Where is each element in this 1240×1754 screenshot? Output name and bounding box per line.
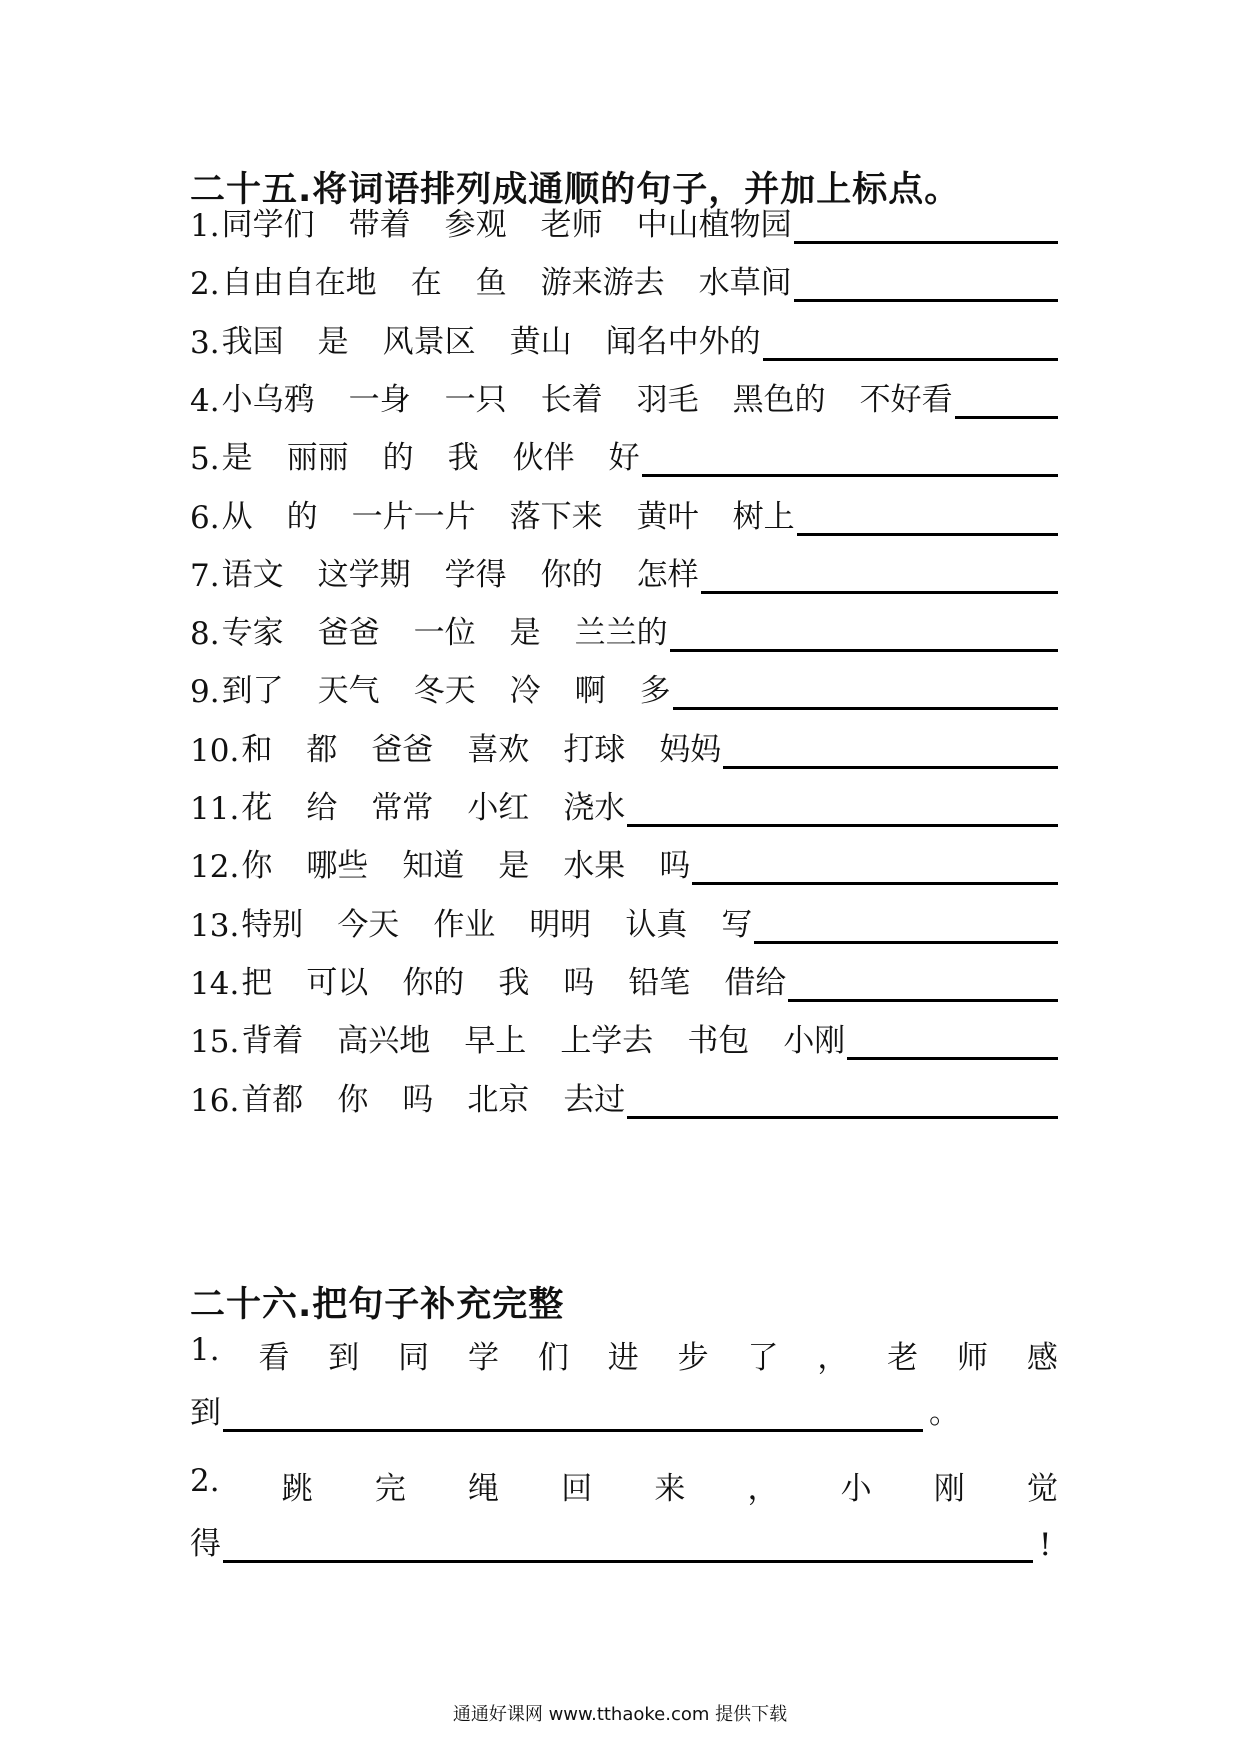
- word: 打球: [563, 731, 626, 768]
- sentence-char: 到: [190, 1395, 221, 1431]
- word: 北京: [467, 1081, 530, 1118]
- answer-blank[interactable]: [763, 320, 1058, 361]
- fill-sentence-line: [190, 1332, 1058, 1377]
- exercise-item: [190, 371, 1058, 419]
- word: 是: [221, 440, 253, 477]
- word: 老师: [540, 207, 603, 243]
- word: 一片一片: [351, 498, 476, 535]
- word: 哪些: [306, 848, 369, 885]
- sentence-char: 觉: [1026, 1471, 1058, 1507]
- word: 黄山: [509, 323, 572, 360]
- word: 常常: [371, 790, 434, 826]
- sentence-char: 看: [258, 1340, 290, 1376]
- answer-blank[interactable]: [754, 903, 1058, 944]
- item-number: 7.: [190, 557, 220, 594]
- word: 好: [608, 440, 640, 477]
- sentence-char: ，: [817, 1340, 849, 1376]
- word: 一位: [413, 615, 476, 652]
- word-group: [241, 899, 752, 944]
- word: 这学期: [317, 556, 411, 593]
- answer-blank[interactable]: [223, 1391, 923, 1432]
- sentence-char: 了: [747, 1340, 779, 1376]
- word: 小乌鸦: [221, 381, 315, 418]
- item-number: 9.: [190, 674, 220, 711]
- word: 花: [241, 790, 273, 826]
- word: 都: [306, 731, 338, 768]
- sentence-char: 学: [468, 1340, 500, 1376]
- answer-blank[interactable]: [794, 203, 1058, 244]
- sentence-char: 进: [607, 1340, 639, 1376]
- word: 书包: [687, 1023, 750, 1060]
- sentence-char: 老: [887, 1340, 919, 1376]
- sentence-char: 师: [957, 1340, 989, 1376]
- word-group: [222, 257, 792, 302]
- word: 今天: [337, 906, 400, 943]
- sentence-char: 同: [398, 1340, 430, 1376]
- item-number: 16.: [190, 1082, 240, 1119]
- exercise-item: [190, 254, 1058, 302]
- word: 吗: [659, 848, 691, 885]
- word: 知道: [402, 848, 465, 885]
- answer-blank[interactable]: [670, 611, 1058, 652]
- answer-blank[interactable]: [847, 1019, 1058, 1060]
- answer-blank[interactable]: [223, 1522, 1033, 1563]
- item-number: 5.: [190, 441, 220, 478]
- sentence-char: 2.: [190, 1463, 220, 1499]
- word: 明明: [529, 906, 592, 943]
- word: 你的: [540, 556, 603, 593]
- sentence-char: 得: [190, 1526, 221, 1562]
- exercise-item: [190, 546, 1058, 594]
- word: 丽丽: [286, 440, 349, 477]
- item-number: 14.: [190, 965, 240, 1002]
- word: 吗: [402, 1081, 434, 1118]
- exercise-item: [190, 954, 1058, 1002]
- word-group: [222, 607, 668, 652]
- sentence-char: 绳: [468, 1471, 500, 1507]
- answer-blank[interactable]: [955, 378, 1058, 419]
- word: 可以: [306, 964, 369, 1001]
- word: 我国: [221, 323, 284, 360]
- word: 树上: [732, 498, 795, 535]
- word: 自由自在地: [221, 265, 377, 302]
- sentence-char: 来: [654, 1471, 686, 1507]
- word: 喜欢: [467, 731, 530, 768]
- word: 风景区: [382, 323, 476, 360]
- word: 鱼: [475, 265, 507, 302]
- word: 天气: [317, 673, 380, 710]
- answer-blank[interactable]: [723, 728, 1058, 769]
- word: 早上: [464, 1023, 527, 1060]
- word: 冬天: [413, 673, 476, 710]
- exercise-item: [190, 196, 1058, 244]
- word: 作业: [433, 906, 496, 943]
- word: 在: [410, 265, 442, 302]
- word: 妈妈: [659, 731, 722, 768]
- item-number: 10.: [190, 732, 240, 769]
- word: 一身: [348, 381, 411, 418]
- sentence-char: 感: [1026, 1340, 1058, 1376]
- exercise-item: [190, 662, 1058, 710]
- word-group: [222, 665, 671, 710]
- word-group: [222, 549, 699, 594]
- word: 专家: [221, 615, 284, 652]
- answer-blank[interactable]: [692, 844, 1058, 885]
- answer-blank[interactable]: [627, 1078, 1058, 1119]
- word: 给: [306, 790, 338, 826]
- section-25-title: 二十五.将词语排列成通顺的句子，并加上标点。: [190, 170, 961, 210]
- word: 背着: [241, 1023, 304, 1060]
- word: 我: [498, 964, 530, 1001]
- word: 水草间: [698, 265, 792, 302]
- word-group: [222, 316, 761, 361]
- sentence-char: ，: [747, 1471, 779, 1507]
- word: 冷: [509, 673, 541, 710]
- word: 长着: [540, 381, 603, 418]
- exercise-item: [190, 604, 1058, 652]
- word: 伙伴: [512, 440, 575, 477]
- exercise-item: [190, 779, 1058, 827]
- word: 带着: [348, 207, 411, 243]
- word: 特别: [241, 906, 304, 943]
- item-number: 3.: [190, 324, 220, 361]
- word: 首都: [241, 1081, 304, 1118]
- answer-blank[interactable]: [788, 961, 1058, 1002]
- word-group: [222, 491, 795, 536]
- word: 写: [721, 906, 753, 943]
- word-group: [241, 957, 786, 1002]
- exercise-item: [190, 429, 1058, 477]
- word: 是: [498, 848, 530, 885]
- word: 我: [447, 440, 479, 477]
- word: 羽毛: [636, 381, 699, 418]
- word: 去过: [563, 1081, 626, 1118]
- item-number: 13.: [190, 907, 240, 944]
- word: 把: [241, 964, 273, 1001]
- word: 黄叶: [636, 498, 699, 535]
- word-group: [241, 782, 625, 827]
- word: 落下来: [509, 498, 603, 535]
- word: 闻名中外的: [605, 323, 761, 360]
- footer-text: 通通好课网 www.tthaoke.com 提供下载: [452, 1704, 788, 1725]
- sentence-char: 们: [537, 1340, 569, 1376]
- item-number: 15.: [190, 1024, 240, 1061]
- word: 铅笔: [628, 964, 691, 1001]
- sentence-char: 回: [561, 1471, 593, 1507]
- word-group: [222, 432, 640, 477]
- item-number: 2.: [190, 266, 220, 303]
- word: 多: [639, 673, 671, 710]
- word: 的: [382, 440, 414, 477]
- word: 借给: [724, 964, 787, 1001]
- word: 怎样: [636, 556, 699, 593]
- word: 水果: [563, 848, 626, 885]
- item-number: 6.: [190, 499, 220, 536]
- word: 小刚: [783, 1023, 846, 1060]
- answer-blank[interactable]: [794, 261, 1058, 302]
- exercise-item: [190, 837, 1058, 885]
- sentence-char: 小: [840, 1471, 872, 1507]
- sentence-char: 跳: [281, 1471, 313, 1507]
- item-number: 4.: [190, 382, 220, 419]
- word: 啊: [574, 673, 606, 710]
- word: 是: [317, 323, 349, 360]
- fill-sentence-line: [190, 1463, 1058, 1508]
- word: 语文: [221, 556, 284, 593]
- word: 高兴地: [337, 1023, 431, 1060]
- exercise-item: [190, 313, 1058, 361]
- word: 中山植物园: [636, 207, 792, 243]
- word: 参观: [444, 207, 507, 243]
- word: 不好看: [859, 381, 953, 418]
- answer-blank[interactable]: [701, 553, 1058, 594]
- word-group: [241, 1015, 845, 1060]
- word-group: [241, 1074, 625, 1119]
- word: 小红: [467, 790, 530, 826]
- sentence-end-punctuation: 。: [929, 1395, 960, 1431]
- sentence-char: 完: [374, 1471, 406, 1507]
- sentence-end-punctuation: !: [1039, 1527, 1052, 1563]
- exercise-item: [190, 896, 1058, 944]
- word: 游来游去: [540, 265, 665, 302]
- word: 的: [286, 498, 318, 535]
- word: 兰兰的: [574, 615, 668, 652]
- answer-blank[interactable]: [642, 436, 1058, 477]
- word: 浇水: [563, 790, 626, 826]
- exercise-item: [190, 1012, 1058, 1060]
- word-group: [241, 840, 690, 885]
- item-number: 8.: [190, 616, 220, 653]
- word: 你: [241, 848, 273, 885]
- word: 黑色的: [732, 381, 826, 418]
- answer-blank[interactable]: [627, 786, 1058, 827]
- word: 到了: [221, 673, 284, 710]
- exercise-item: [190, 1071, 1058, 1119]
- item-number: 12.: [190, 849, 240, 886]
- word: 从: [221, 498, 253, 535]
- word: 你的: [402, 964, 465, 1001]
- sentence-char: 步: [677, 1340, 709, 1376]
- answer-blank[interactable]: [797, 495, 1058, 536]
- exercise-item: [190, 721, 1058, 769]
- word: 吗: [563, 964, 595, 1001]
- word: 是: [509, 615, 541, 652]
- exercise-item: [190, 488, 1058, 536]
- word: 认真: [625, 906, 688, 943]
- word: 你: [337, 1081, 369, 1118]
- word: 爸爸: [317, 615, 380, 652]
- word: 同学们: [221, 207, 315, 243]
- item-number: 11.: [190, 791, 240, 827]
- fill-sentence-continuation: [190, 1518, 1051, 1563]
- word-group: [222, 199, 792, 244]
- word-group: [241, 724, 721, 769]
- word-group: [222, 374, 953, 419]
- sentence-char: 1.: [190, 1332, 220, 1368]
- sentence-char: 到: [328, 1340, 360, 1376]
- sentence-char: 刚: [933, 1471, 965, 1507]
- word: 爸爸: [371, 731, 434, 768]
- word: 学得: [444, 556, 507, 593]
- fill-sentence-continuation: [190, 1387, 960, 1432]
- word: 和: [241, 731, 273, 768]
- item-number: 1.: [190, 208, 220, 244]
- word: 一只: [444, 381, 507, 418]
- word: 上学去: [560, 1023, 654, 1060]
- answer-blank[interactable]: [673, 669, 1058, 710]
- section-26-title: 二十六.把句子补充完整: [190, 1285, 565, 1325]
